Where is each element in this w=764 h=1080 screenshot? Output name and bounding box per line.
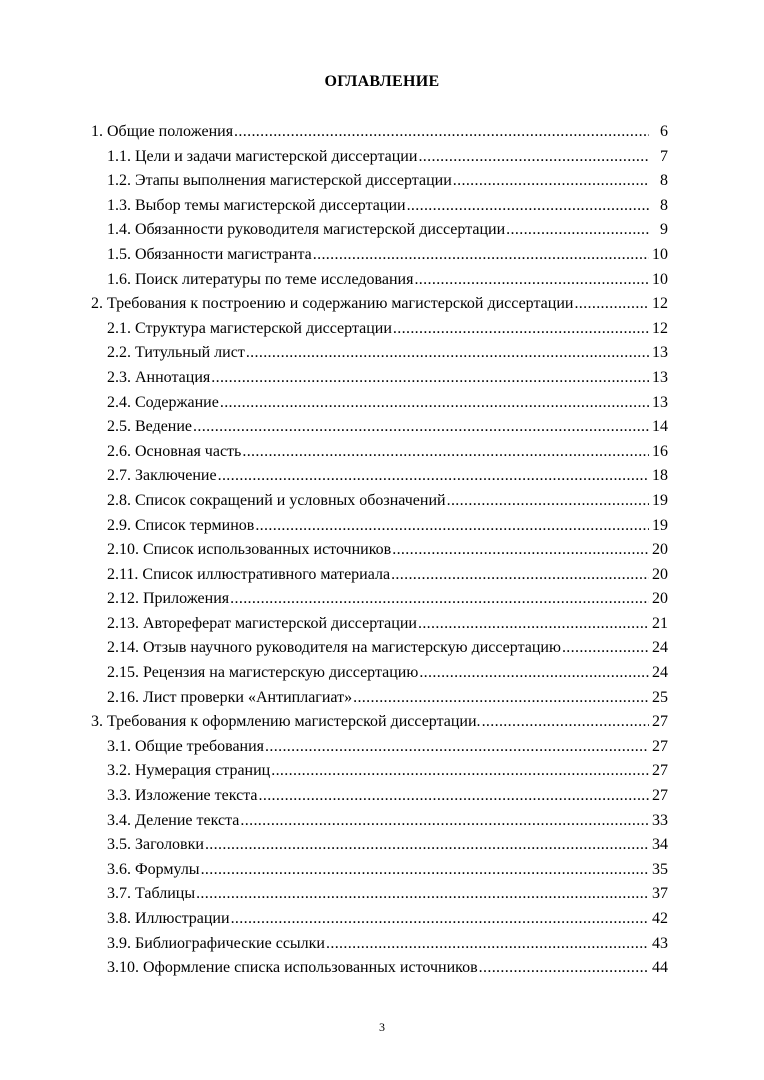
toc-entry[interactable] xyxy=(91,341,668,366)
toc-entry[interactable] xyxy=(91,169,668,194)
toc-dot-leader xyxy=(193,415,649,440)
toc-entry[interactable] xyxy=(91,932,668,957)
toc-entry[interactable] xyxy=(91,907,668,932)
toc-entry-title: 2.9. Список терминов xyxy=(107,516,255,534)
toc-dot-leader xyxy=(326,932,649,957)
toc-entry-page: 8 xyxy=(660,196,668,214)
toc-entry[interactable] xyxy=(91,317,668,342)
toc-entry-title: 2.15. Рецензия на магистерскую диссертацию xyxy=(107,664,419,682)
toc-entry-title: 2.4. Содержание xyxy=(107,393,219,411)
toc-dot-leader xyxy=(506,218,649,243)
toc-entry-page: 27 xyxy=(652,713,668,731)
toc-entry-title: 1. Общие положения xyxy=(91,123,234,140)
toc-entry[interactable] xyxy=(91,661,668,686)
toc-entry-page: 13 xyxy=(652,393,668,411)
toc-dot-leader xyxy=(391,563,649,588)
toc-entry[interactable] xyxy=(91,489,668,514)
toc-entry-page: 10 xyxy=(652,245,668,263)
toc-entry[interactable] xyxy=(91,612,668,637)
toc-entry-page: 37 xyxy=(652,885,668,903)
toc-entry-title: 3.3. Изложение текста xyxy=(107,787,258,805)
toc-entry-title: 3.7. Таблицы xyxy=(107,885,196,903)
toc-entry-title: 1.5. Обязанности магистранта xyxy=(107,245,312,263)
toc-entry-page: 27 xyxy=(652,762,668,780)
toc-dot-leader xyxy=(482,710,649,735)
toc-entry[interactable] xyxy=(91,710,668,735)
toc-dot-leader xyxy=(407,194,649,219)
toc-entry-title: 1.4. Обязанности руководителя магистерской диссертации xyxy=(107,221,506,239)
toc-entry-title: 3.4. Деление текста xyxy=(107,811,240,829)
toc-dot-leader xyxy=(246,341,649,366)
toc-entry-page: 19 xyxy=(652,516,668,534)
toc-entry[interactable] xyxy=(91,686,668,711)
toc-dot-leader xyxy=(479,956,649,981)
toc-entry-title: 2.6. Основная часть xyxy=(107,442,242,460)
toc-dot-leader xyxy=(205,833,649,858)
toc-entry[interactable] xyxy=(91,759,668,784)
toc-entry-title: 1.1. Цели и задачи магистерской диссертации xyxy=(107,147,418,165)
toc-entry-page: 6 xyxy=(660,123,668,140)
toc-dot-leader xyxy=(392,538,649,563)
toc-dot-leader xyxy=(271,759,649,784)
page-number: 3 xyxy=(379,1020,385,1034)
toc-dot-leader xyxy=(218,464,649,489)
toc-entry[interactable] xyxy=(91,636,668,661)
toc-entry-title: 1.3. Выбор темы магистерской диссертации xyxy=(107,196,406,214)
toc-entry[interactable] xyxy=(91,243,668,268)
toc-dot-leader xyxy=(419,661,649,686)
toc-entry-page: 20 xyxy=(652,590,668,608)
toc-entry[interactable] xyxy=(91,956,668,981)
toc-entry-page: 20 xyxy=(652,541,668,559)
toc-entry-page: 21 xyxy=(652,614,668,632)
toc-entry-title: 2.5. Ведение xyxy=(107,418,193,436)
toc-entry[interactable] xyxy=(91,194,668,219)
toc-dot-leader xyxy=(234,120,649,145)
toc-entry[interactable] xyxy=(91,440,668,465)
toc-entry-page: 44 xyxy=(652,959,668,977)
toc-entry-title: 3.1. Общие требования xyxy=(107,737,265,755)
toc-entry-title: 2.1. Структура магистерской диссертации xyxy=(107,319,392,337)
toc-entry-page: 27 xyxy=(652,737,668,755)
toc-entry-title: 3. Требования к оформлению магистерской диссертации. xyxy=(91,713,481,731)
toc-entry-page: 12 xyxy=(652,295,668,313)
toc-dot-leader xyxy=(220,391,649,416)
toc-entry-title: 2.16. Лист проверки «Антиплагиат» xyxy=(107,688,353,706)
toc-entry-page: 19 xyxy=(652,491,668,509)
toc-dot-leader xyxy=(313,243,649,268)
toc-dot-leader xyxy=(353,686,649,711)
toc-entry-page: 9 xyxy=(660,221,668,239)
toc-dot-leader xyxy=(447,489,649,514)
toc-entry[interactable] xyxy=(91,882,668,907)
toc-entry-title: 2.10. Список использованных источников xyxy=(107,541,392,559)
toc-entry-page: 27 xyxy=(652,787,668,805)
toc-entry[interactable] xyxy=(91,587,668,612)
toc-dot-leader xyxy=(201,858,649,883)
toc-dot-leader xyxy=(211,366,649,391)
toc-entry[interactable] xyxy=(91,366,668,391)
toc-entry[interactable] xyxy=(91,415,668,440)
toc-dot-leader xyxy=(255,514,649,539)
table-of-contents xyxy=(91,120,668,981)
toc-entry-page: 24 xyxy=(652,664,668,682)
toc-entry-page: 34 xyxy=(652,836,668,854)
toc-entry[interactable] xyxy=(91,809,668,834)
toc-dot-leader xyxy=(418,145,649,170)
toc-entry-page: 7 xyxy=(660,147,668,165)
toc-dot-leader xyxy=(418,612,649,637)
toc-dot-leader xyxy=(230,587,649,612)
toc-dot-leader xyxy=(453,169,649,194)
toc-entry-page: 12 xyxy=(652,319,668,337)
toc-entry[interactable] xyxy=(91,218,668,243)
toc-entry-page: 24 xyxy=(652,639,668,657)
toc-entry[interactable] xyxy=(91,538,668,563)
toc-entry-page: 14 xyxy=(652,418,668,436)
toc-entry-title: 2.8. Список сокращений и условных обозначений xyxy=(107,491,446,509)
toc-entry[interactable] xyxy=(91,268,668,293)
toc-entry-title: 2.3. Аннотация xyxy=(107,368,211,386)
toc-entry-page: 25 xyxy=(652,688,668,706)
toc-entry-page: 13 xyxy=(652,344,668,362)
toc-entry[interactable] xyxy=(91,120,668,145)
toc-entry-page: 20 xyxy=(652,565,668,583)
toc-entry-title: 2.13. Автореферат магистерской диссертации xyxy=(107,614,417,632)
toc-dot-leader xyxy=(414,268,649,293)
toc-entry-title: 2. Требования к построению и содержанию магистерской диссертации xyxy=(91,295,574,313)
toc-dot-leader xyxy=(196,882,649,907)
toc-entry-page: 16 xyxy=(652,442,668,460)
toc-dot-leader xyxy=(231,907,649,932)
toc-entry-page: 18 xyxy=(652,467,668,485)
toc-dot-leader xyxy=(562,636,649,661)
toc-entry-title: 2.2. Титульный лист xyxy=(107,344,245,362)
toc-entry[interactable] xyxy=(91,833,668,858)
toc-dot-leader xyxy=(259,784,650,809)
toc-entry[interactable] xyxy=(91,145,668,170)
toc-entry-title: 2.14. Отзыв научного руководителя на магистерскую диссертацию xyxy=(107,639,561,657)
toc-entry-title: 3.2. Нумерация страниц xyxy=(107,762,271,780)
toc-entry-title: 3.9. Библиографические ссылки xyxy=(107,934,325,952)
toc-entry-page: 33 xyxy=(652,811,668,829)
toc-entry-title: 1.6. Поиск литературы по теме исследования xyxy=(107,270,414,288)
toc-entry-title: 3.10. Оформление списка использованных источников xyxy=(107,959,478,977)
toc-entry-page: 43 xyxy=(652,934,668,952)
toc-entry-page: 13 xyxy=(652,368,668,386)
toc-dot-leader xyxy=(240,809,649,834)
toc-entry-page: 8 xyxy=(660,172,668,190)
toc-entry[interactable] xyxy=(91,464,668,489)
toc-entry-title: 2.7. Заключение xyxy=(107,467,217,485)
toc-entry-page: 10 xyxy=(652,270,668,288)
toc-entry[interactable] xyxy=(91,735,668,760)
toc-dot-leader xyxy=(265,735,649,760)
toc-dot-leader xyxy=(393,317,649,342)
toc-dot-leader xyxy=(574,292,649,317)
toc-entry[interactable] xyxy=(91,292,668,317)
toc-entry[interactable] xyxy=(91,563,668,588)
toc-title: ОГЛАВЛЕНИЕ xyxy=(324,73,440,90)
toc-entry-title: 2.11. Список иллюстративного материала xyxy=(107,565,391,583)
toc-entry[interactable] xyxy=(91,784,668,809)
toc-entry-title: 3.8. Иллюстрации xyxy=(107,910,230,927)
toc-entry[interactable] xyxy=(91,514,668,539)
toc-entry-title: 1.2. Этапы выполнения магистерской диссертации xyxy=(107,172,452,190)
toc-entry-page: 42 xyxy=(652,910,668,927)
toc-entry-page: 35 xyxy=(652,860,668,878)
toc-entry[interactable] xyxy=(91,858,668,883)
toc-entry-title: 3.5. Заголовки xyxy=(107,836,204,854)
toc-entry-title: 2.12. Приложения xyxy=(107,590,230,608)
toc-entry[interactable] xyxy=(91,391,668,416)
toc-dot-leader xyxy=(242,440,649,465)
toc-entry-title: 3.6. Формулы xyxy=(107,860,200,878)
